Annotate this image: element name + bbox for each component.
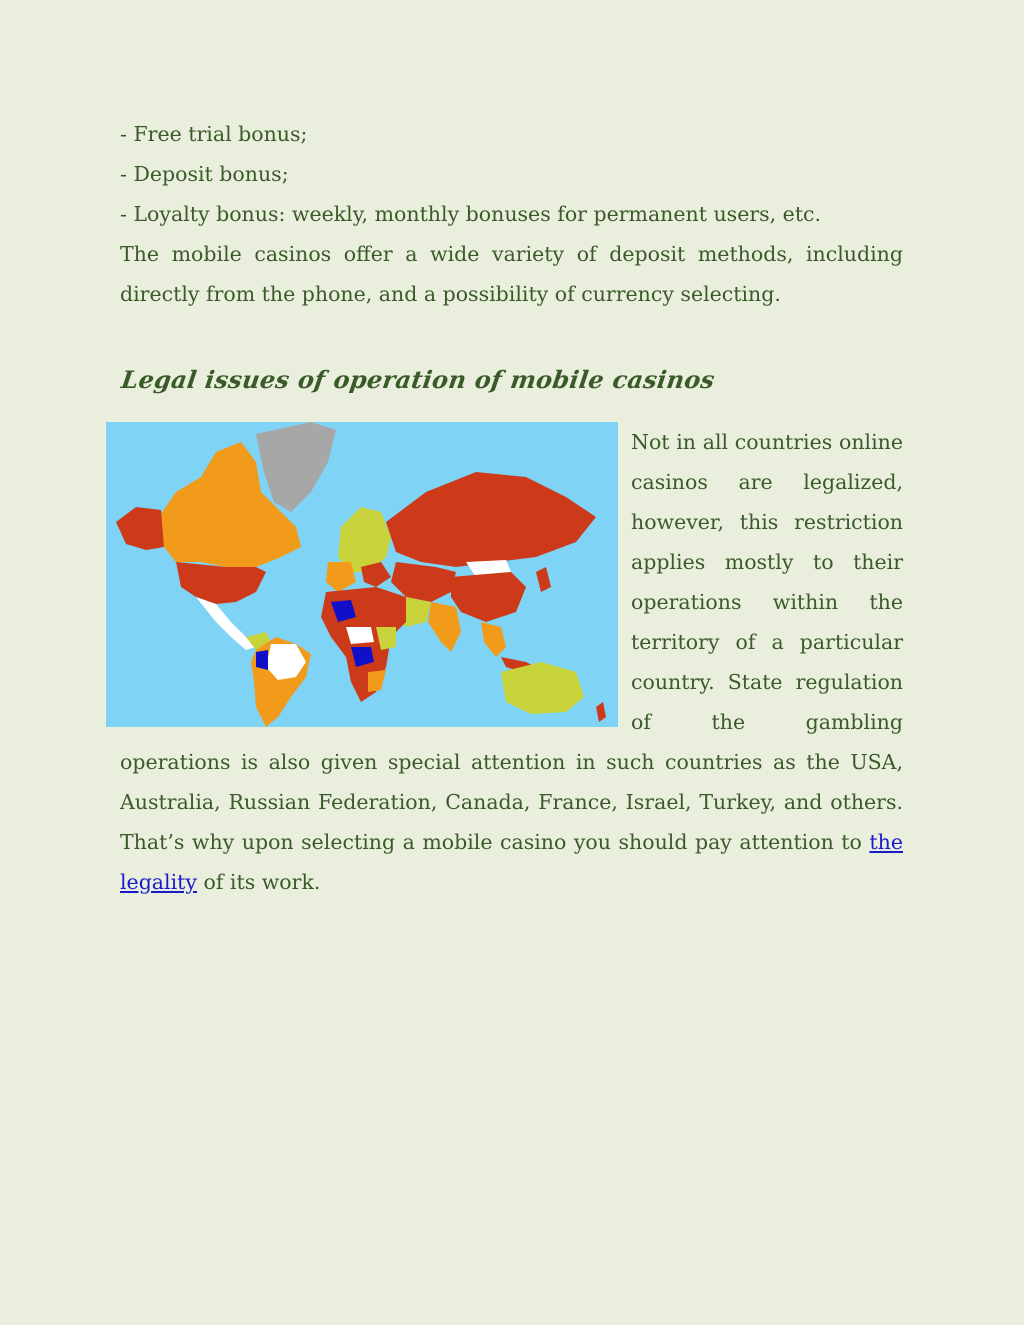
legal-paragraph-text: Not in all countries online casinos are legalized, however, this restriction applies mostly to their operations within the territory of a particular country. State regulation of the gambling operations is also given special attention in such countries as the USA, Australia, Russian Federation, Canada, France, Israel, Turkey, and others. That’s why upon selecting a mobile casino you should pay attention to (120, 430, 903, 854)
intro-paragraph: The mobile casinos offer a wide variety of deposit methods, including directly from the phone, and a possibility of currency selecting. (120, 242, 903, 306)
world-map-graphic (106, 422, 618, 727)
legal-paragraph-ending: of its work. (196, 870, 321, 894)
legality-link[interactable]: the legality (120, 830, 903, 894)
bullet-loyalty: - Loyalty bonus: weekly, monthly bonuses for permanent users, etc. (120, 202, 822, 226)
world-map-image (106, 422, 618, 727)
bullet-deposit: - Deposit bonus; (120, 162, 289, 186)
bullet-free-trial: - Free trial bonus; (120, 122, 308, 146)
section-heading: Legal issues of operation of mobile casinos (119, 365, 717, 394)
page-content (120, 114, 903, 902)
